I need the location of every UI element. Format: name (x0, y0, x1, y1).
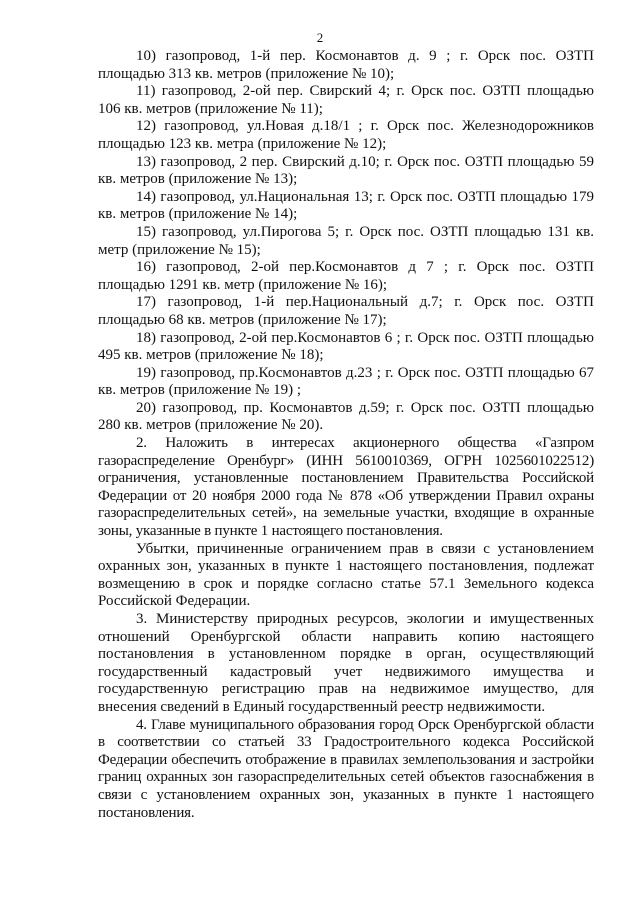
list-item-14: 14) газопровод, ул.Национальная 13; г. Орск пос. ОЗТП площадью 179 кв. метров (приложение № 14); (98, 188, 594, 223)
list-item-15: 15) газопровод, ул.Пирогова 5; г. Орск пос. ОЗТП площадью 131 кв. метр (приложение № 15); (98, 223, 594, 258)
list-item-20: 20) газопровод, пр. Космонавтов д.59; г. Орск пос. ОЗТП площадью 280 кв. метров (приложение № 20). (98, 399, 594, 434)
clause-4: 4. Главе муниципального образования город Орск Оренбургской области в соответствии со статьей 33 Градостроительного кодекса Российской Федерации обеспечить отображение в правилах землепользования и застройки границ охранных зон газораспределительных сетей объектов газоснабжения в связи с установлением охранных зон, указанных в пункте 1 настоящего постановления. (98, 716, 594, 821)
list-item-12: 12) газопровод, ул.Новая д.18/1 ; г. Орск пос. Железнодорожников площадью 123 кв. метра (приложение № 12); (98, 118, 594, 152)
clause-2-losses: Убытки, причиненные ограничением прав в связи с установлением охранных зон, указанных в пункте 1 настоящего постановления, подлежат возмещению в срок и порядке согласно статье 57.1 Земельного кодекса Российской Федерации. (98, 540, 594, 610)
list-item-17: 17) газопровод, 1-й пер.Национальный д.7; г. Орск пос. ОЗТП площадью 68 кв. метров (приложение № 17); (98, 294, 594, 328)
clause-2: 2. Наложить в интересах акционерного общества «Газпром газораспределение Оренбург» (ИНН 5610010369, ОГРН 1025601022512) ограничения, установленные постановлением Правительства Российской Федерации от 20 ноября 2000 года № 878 «Об утверждении Правил охраны газораспределительных сетей», на земельные участки, входящие в охранные зоны, указанные в пункте 1 настоящего постановления. (98, 435, 594, 540)
list-item-16: 16) газопровод, 2-ой пер.Космонавтов д 7 ; г. Орск пос. ОЗТП площадью 1291 кв. метр (приложение № 16); (98, 259, 594, 293)
clause-3: 3. Министерству природных ресурсов, экологии и имущественных отношений Оренбургской области направить копию настоящего постановления в установленном порядке в орган, осуществляющий государственный кадастровый учет недвижимого имущества и государственную регистрацию прав на недвижимое имущество, для внесения сведений в Единый государственный реестр недвижимости. (98, 611, 594, 715)
document-body (98, 48, 594, 822)
list-item-11: 11) газопровод, 2-ой пер. Свирский 4; г. Орск пос. ОЗТП площадью 106 кв. метров (приложение № 11); (98, 83, 594, 117)
list-item-13: 13) газопровод, 2 пер. Свирский д.10; г. Орск пос. ОЗТП площадью 59 кв. метров (приложение № 13); (98, 153, 594, 188)
list-item-18: 18) газопровод, 2-ой пер.Космонавтов 6 ; г. Орск пос. ОЗТП площадью 495 кв. метров (приложение № 18); (98, 329, 594, 364)
list-item-19: 19) газопровод, пр.Космонавтов д.23 ; г. Орск пос. ОЗТП площадью 67 кв. метров (приложение № 19) ; (98, 364, 594, 399)
page-number: 2 (316, 30, 324, 45)
list-item-10: 10) газопровод, 1-й пер. Космонавтов д. 9 ; г. Орск пос. ОЗТП площадью 313 кв. метров (приложение № 10); (98, 48, 594, 82)
